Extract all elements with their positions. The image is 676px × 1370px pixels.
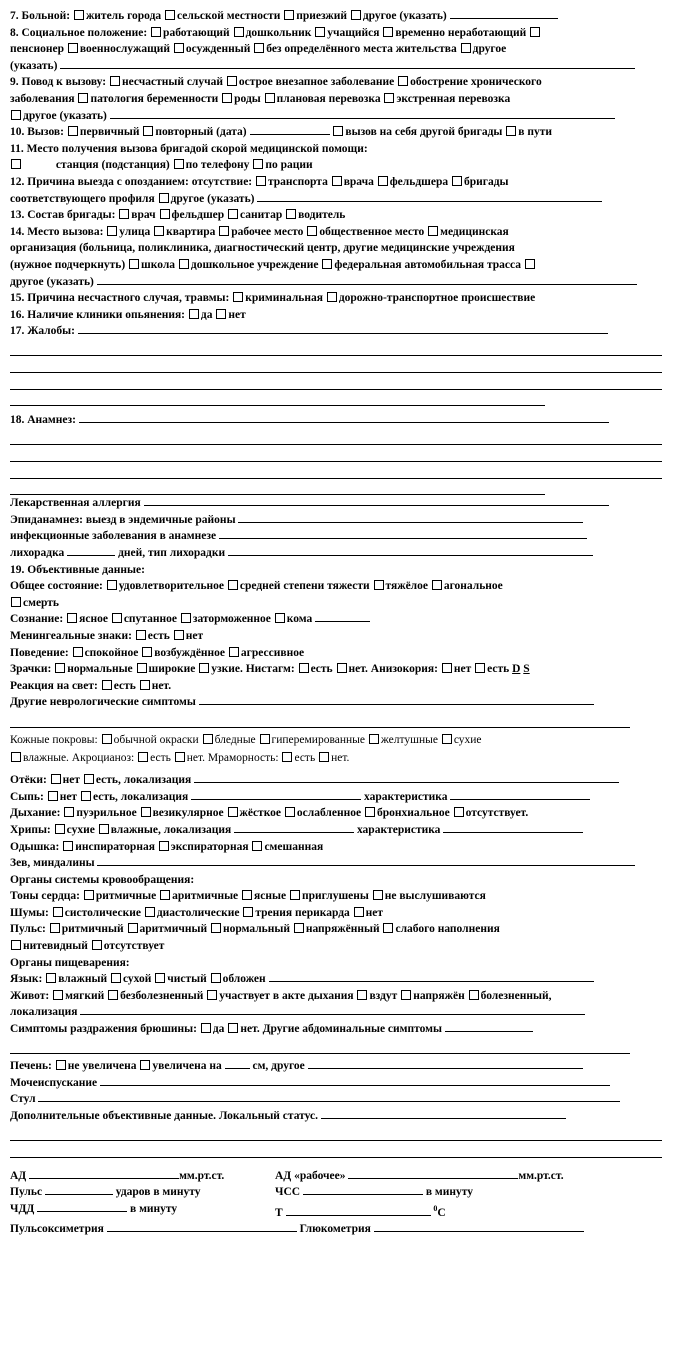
- checkbox[interactable]: [51, 774, 61, 784]
- checkbox[interactable]: [84, 890, 94, 900]
- input-line[interactable]: [443, 822, 583, 833]
- input-line[interactable]: [60, 58, 635, 69]
- checkbox[interactable]: [454, 807, 464, 817]
- checkbox[interactable]: [228, 1023, 238, 1033]
- checkbox[interactable]: [222, 93, 232, 103]
- checkbox[interactable]: [138, 752, 148, 762]
- checkbox[interactable]: [11, 752, 21, 762]
- checkbox[interactable]: [233, 292, 243, 302]
- checkbox[interactable]: [112, 613, 122, 623]
- checkbox[interactable]: [354, 907, 364, 917]
- checkbox[interactable]: [53, 907, 63, 917]
- checkbox[interactable]: [140, 1060, 150, 1070]
- complaints-line[interactable]: [10, 373, 662, 390]
- vitals-row: АД мм.рт.ст. АД «рабочее» мм.рт.ст.: [10, 1169, 564, 1182]
- checkbox[interactable]: [525, 259, 535, 269]
- checkbox[interactable]: [428, 226, 438, 236]
- input-line[interactable]: [445, 1021, 533, 1032]
- input-line[interactable]: [194, 772, 619, 783]
- input-line[interactable]: [450, 8, 558, 19]
- checkbox[interactable]: [315, 27, 325, 37]
- checkbox[interactable]: [378, 176, 388, 186]
- row-12: 12. Причина выезда с опозданием: отсутствие: транспорта врача фельдшера бригады: [10, 175, 509, 188]
- infections-input[interactable]: [219, 528, 587, 539]
- checkbox[interactable]: [207, 990, 217, 1000]
- checkbox[interactable]: [160, 890, 170, 900]
- checkbox[interactable]: [319, 752, 329, 762]
- checkbox[interactable]: [475, 663, 485, 673]
- checkbox[interactable]: [254, 43, 264, 53]
- checkbox[interactable]: [242, 890, 252, 900]
- checkbox[interactable]: [145, 907, 155, 917]
- checkbox[interactable]: [136, 630, 146, 640]
- checkbox[interactable]: [337, 663, 347, 673]
- input-line[interactable]: [191, 789, 361, 800]
- checkbox[interactable]: [219, 226, 229, 236]
- checkbox[interactable]: [290, 890, 300, 900]
- anamnesis-line[interactable]: [10, 462, 662, 479]
- checkbox[interactable]: [102, 680, 112, 690]
- checkbox[interactable]: [442, 663, 452, 673]
- checkbox[interactable]: [452, 176, 462, 186]
- input-line[interactable]: [80, 1004, 585, 1015]
- checkbox[interactable]: [11, 597, 21, 607]
- input-line[interactable]: [110, 108, 615, 119]
- checkbox[interactable]: [11, 940, 21, 950]
- checkbox[interactable]: [165, 10, 175, 20]
- row-18: 18. Анамнез:: [10, 412, 662, 429]
- checkbox[interactable]: [73, 647, 83, 657]
- input-line[interactable]: [257, 191, 602, 202]
- checkbox[interactable]: [181, 613, 191, 623]
- checkbox[interactable]: [530, 27, 540, 37]
- input-line[interactable]: [225, 1058, 250, 1069]
- checkbox[interactable]: [432, 580, 442, 590]
- anamnesis-line[interactable]: [10, 445, 662, 462]
- checkbox[interactable]: [252, 841, 262, 851]
- checkbox[interactable]: [284, 10, 294, 20]
- checkbox[interactable]: [155, 973, 165, 983]
- epi-input[interactable]: [238, 512, 583, 523]
- complaints-line[interactable]: [10, 340, 662, 357]
- checkbox[interactable]: [461, 43, 471, 53]
- row-8: 8. Социальное положение: работающий дошкольник учащийся временно неработающий: [10, 25, 662, 42]
- checkbox[interactable]: [159, 841, 169, 851]
- checkbox[interactable]: [234, 27, 244, 37]
- input-line[interactable]: [450, 789, 590, 800]
- row-14: 14. Место вызова: улица квартира рабочее место общественное место медицинская: [10, 225, 509, 238]
- checkbox[interactable]: [46, 973, 56, 983]
- checkbox[interactable]: [11, 110, 21, 120]
- checkbox[interactable]: [92, 940, 102, 950]
- row-17: 17. Жалобы:: [10, 323, 662, 340]
- checkbox[interactable]: [174, 630, 184, 640]
- checkbox[interactable]: [383, 923, 393, 933]
- checkbox[interactable]: [110, 76, 120, 86]
- checkbox[interactable]: [282, 752, 292, 762]
- label: 7. Больной:: [10, 10, 71, 22]
- input-line[interactable]: [10, 711, 630, 728]
- row-15: 15. Причина несчастного случая, травмы: криминальная дорожно-транспортное происшествие: [10, 292, 536, 305]
- checkbox[interactable]: [442, 734, 452, 744]
- input-line[interactable]: [234, 822, 354, 833]
- checkbox[interactable]: [78, 93, 88, 103]
- checkbox[interactable]: [140, 680, 150, 690]
- checkbox[interactable]: [142, 647, 152, 657]
- checkbox[interactable]: [401, 990, 411, 1000]
- checkbox[interactable]: [174, 43, 184, 53]
- checkbox[interactable]: [64, 807, 74, 817]
- glucose-input[interactable]: [374, 1221, 584, 1232]
- checkbox[interactable]: [189, 309, 199, 319]
- checkbox[interactable]: [307, 226, 317, 236]
- checkbox[interactable]: [469, 990, 479, 1000]
- pulse-input[interactable]: [45, 1184, 113, 1195]
- input-line[interactable]: [10, 1141, 662, 1158]
- checkbox[interactable]: [56, 1060, 66, 1070]
- checkbox[interactable]: [357, 990, 367, 1000]
- fever-days-input[interactable]: [67, 545, 115, 556]
- checkbox[interactable]: [228, 209, 238, 219]
- checkbox[interactable]: [216, 309, 226, 319]
- checkbox[interactable]: [265, 93, 275, 103]
- complaints-line[interactable]: [10, 356, 662, 373]
- checkbox[interactable]: [383, 27, 393, 37]
- input-line[interactable]: [38, 1091, 620, 1102]
- input-line[interactable]: [100, 1075, 610, 1086]
- checkbox[interactable]: [141, 807, 151, 817]
- checkbox[interactable]: [174, 159, 184, 169]
- checkbox[interactable]: [211, 923, 221, 933]
- checkbox[interactable]: [128, 923, 138, 933]
- checkbox[interactable]: [333, 126, 343, 136]
- row-7: 7. Больной: житель города сельской местности приезжий другое (указать): [10, 8, 662, 25]
- complaints-input-line[interactable]: [78, 323, 608, 334]
- checkbox[interactable]: [151, 27, 161, 37]
- complaints-line[interactable]: [10, 390, 545, 407]
- checkbox[interactable]: [119, 209, 129, 219]
- checkbox[interactable]: [74, 10, 84, 20]
- row-16: 16. Наличие клиники опьянения: да нет: [10, 308, 246, 321]
- checkbox[interactable]: [55, 663, 65, 673]
- checkbox[interactable]: [154, 226, 164, 236]
- input-line[interactable]: [10, 1038, 630, 1055]
- checkbox[interactable]: [11, 159, 21, 169]
- checkbox[interactable]: [68, 126, 78, 136]
- checkbox[interactable]: [55, 824, 65, 834]
- checkbox[interactable]: [53, 990, 63, 1000]
- checkbox[interactable]: [108, 990, 118, 1000]
- checkbox[interactable]: [275, 613, 285, 623]
- checkbox[interactable]: [351, 10, 361, 20]
- checkbox[interactable]: [374, 580, 384, 590]
- checkbox[interactable]: [84, 774, 94, 784]
- row-10: 10. Вызов: первичный повторный (дата) вызов на себя другой бригады в пути: [10, 126, 553, 139]
- checkbox[interactable]: [137, 663, 147, 673]
- checkbox[interactable]: [179, 259, 189, 269]
- checkbox[interactable]: [199, 663, 209, 673]
- checkbox[interactable]: [373, 890, 383, 900]
- checkbox[interactable]: [102, 734, 112, 744]
- checkbox[interactable]: [228, 580, 238, 590]
- input-line[interactable]: [10, 1125, 662, 1142]
- row-13: 13. Состав бригады: врач фельдшер санитар водитель: [10, 209, 346, 222]
- date-input-line[interactable]: [250, 124, 330, 135]
- checkbox[interactable]: [203, 734, 213, 744]
- temp-input[interactable]: [286, 1205, 431, 1216]
- checkbox[interactable]: [299, 663, 309, 673]
- hr-input[interactable]: [303, 1184, 423, 1195]
- checkbox[interactable]: [67, 613, 77, 623]
- call-card-form: 7. Больной: житель города сельской местности приезжий другое (указать) 8. Социальное положение: работающий дошкольник учащийся временно неработающий пенсионер военнослужащий осужденный без определённого места жительства другое (указать) 9. Повод к вызову: несчастный случай острое внезапное заболевание обострение хронического заболевания патология беременности роды плановая перевозка экстренная перевозка другое (указать) 10. Вызов: первичный повторный (дата) вызов на себя другой бригады в пути 11. Место получения вызова бригадой скорой медицинской помощи: станция (подстанция) по телефону по рации 12. Причина выезда с опозданием: отсутствие: транспорта врача фельдшера бригады соответствующего профиля другое (указать) 13. Состав бригады: врач фельдшер санитар водитель 14. Место вызова: улица квартира рабочее место общественное место медицинская организация (больница, поликлиника, диагностический центр, другие медицинские учреждения (нужное подчеркнуть) школа дошкольное учреждение федеральная автомобильная трасса другое (указать) 15. Причина несчастного случая, травмы: криминальная дорожно-транспортное происшествие 16. Наличие клиники опьянения: да нет 17. Жалобы: 18. Анамнез: Лекарственная аллергия Эпиданамнез: выезд в эндемичные районы инфекционные заболевания в анамнезе лихорадка дней, тип лихорадки 19. Объективные данные: Общее состояние: удовлетворительное средней степени тяжести тяжёлое агональное смерть Сознание: ясное спутанное заторможенное кома Менингеальные знаки: есть нет Поведение: спокойное возбуждённое агрессивное Зрачки: нормальные широкие узкие. Нистагм: есть нет. Анизокория: нет есть D S Реакция на свет: есть нет. Другие неврологические симптомы Кожные покровы: обычной окраски бледные гиперемированные желтушные сухие влажные. Акроцианоз: есть нет. Мраморность: есть нет. Отёки: нет есть, локализация Сыпь: нет есть, локализация характеристика Дыхание: пуэрильное везикулярное жёсткое ослабленное бронхиальное отсутствует. Хрипы: сухие влажные, локализация характеристика Одышка: инспираторная экспираторная смешанная Зев, миндалины Органы системы кровообращения: Тоны сердца: ритмичные аритмичные ясные приглушены не выслушиваются Шумы: систолические диастолические трения перикарда нет Пульс: ритмичный аритмичный нормальный напряжённый слабого наполнения нитевидный отсутствует Органы пищеварения: Язык: влажный сухой чистый обложен Живот: мягкий безболезненный участвует в акте дыхания вздут напряжён болезненный, локализация Симптомы раздражения брюшины: да нет. Другие абдоминальные симптомы Печень: не увеличена увеличена на см, другое Мочеиспускание Стул Дополнительные объективные данные. Локальный статус. АД мм.рт.ст. АД «рабочее» мм.рт.ст. Пульс ударов в минуту ЧСС в минуту ЧДД в минуту Т $^0$С Пульсоксиметрия Глюкометрия: [10, 8, 662, 1238]
- checkbox[interactable]: [48, 791, 58, 801]
- checkbox[interactable]: [227, 76, 237, 86]
- checkbox[interactable]: [384, 93, 394, 103]
- checkbox[interactable]: [201, 1023, 211, 1033]
- checkbox[interactable]: [332, 176, 342, 186]
- checkbox[interactable]: [327, 292, 337, 302]
- rr-input[interactable]: [37, 1201, 127, 1212]
- bp-input[interactable]: [29, 1168, 179, 1179]
- row-19: 19. Объективные данные:: [10, 563, 145, 576]
- checkbox[interactable]: [81, 791, 91, 801]
- checkbox[interactable]: [107, 226, 117, 236]
- row-9: 9. Повод к вызову: несчастный случай острое внезапное заболевание обострение хронического: [10, 76, 542, 89]
- checkbox[interactable]: [159, 193, 169, 203]
- bp-work-input[interactable]: [348, 1168, 518, 1179]
- checkbox[interactable]: [111, 973, 121, 983]
- checkbox[interactable]: [286, 209, 296, 219]
- checkbox[interactable]: [63, 841, 73, 851]
- checkbox[interactable]: [99, 824, 109, 834]
- checkbox[interactable]: [256, 176, 266, 186]
- anamnesis-line[interactable]: [10, 429, 662, 446]
- checkbox[interactable]: [160, 209, 170, 219]
- checkbox[interactable]: [253, 159, 263, 169]
- input-line[interactable]: [315, 611, 370, 622]
- checkbox[interactable]: [129, 259, 139, 269]
- checkbox[interactable]: [50, 923, 60, 933]
- checkbox[interactable]: [322, 259, 332, 269]
- checkbox[interactable]: [107, 580, 117, 590]
- checkbox[interactable]: [243, 907, 253, 917]
- anamnesis-line[interactable]: [10, 479, 545, 496]
- checkbox[interactable]: [294, 923, 304, 933]
- allergy-input[interactable]: [144, 495, 609, 506]
- checkbox[interactable]: [506, 126, 516, 136]
- checkbox[interactable]: [365, 807, 375, 817]
- spo2-input[interactable]: [107, 1221, 297, 1232]
- checkbox[interactable]: [398, 76, 408, 86]
- checkbox[interactable]: [175, 752, 185, 762]
- input-line[interactable]: [308, 1058, 583, 1069]
- input-line[interactable]: [269, 971, 594, 982]
- checkbox[interactable]: [228, 807, 238, 817]
- input-line[interactable]: [97, 855, 635, 866]
- checkbox[interactable]: [369, 734, 379, 744]
- checkbox[interactable]: [211, 973, 221, 983]
- input-line[interactable]: [321, 1108, 566, 1119]
- fever-type-input[interactable]: [228, 545, 593, 556]
- checkbox[interactable]: [143, 126, 153, 136]
- checkbox[interactable]: [285, 807, 295, 817]
- anamnesis-input-line[interactable]: [79, 412, 609, 423]
- input-line[interactable]: [97, 274, 637, 285]
- checkbox[interactable]: [260, 734, 270, 744]
- row-11: 11. Место получения вызова бригадой скорой медицинской помощи:: [10, 142, 368, 155]
- checkbox[interactable]: [229, 647, 239, 657]
- input-line[interactable]: [199, 694, 594, 705]
- checkbox[interactable]: [68, 43, 78, 53]
